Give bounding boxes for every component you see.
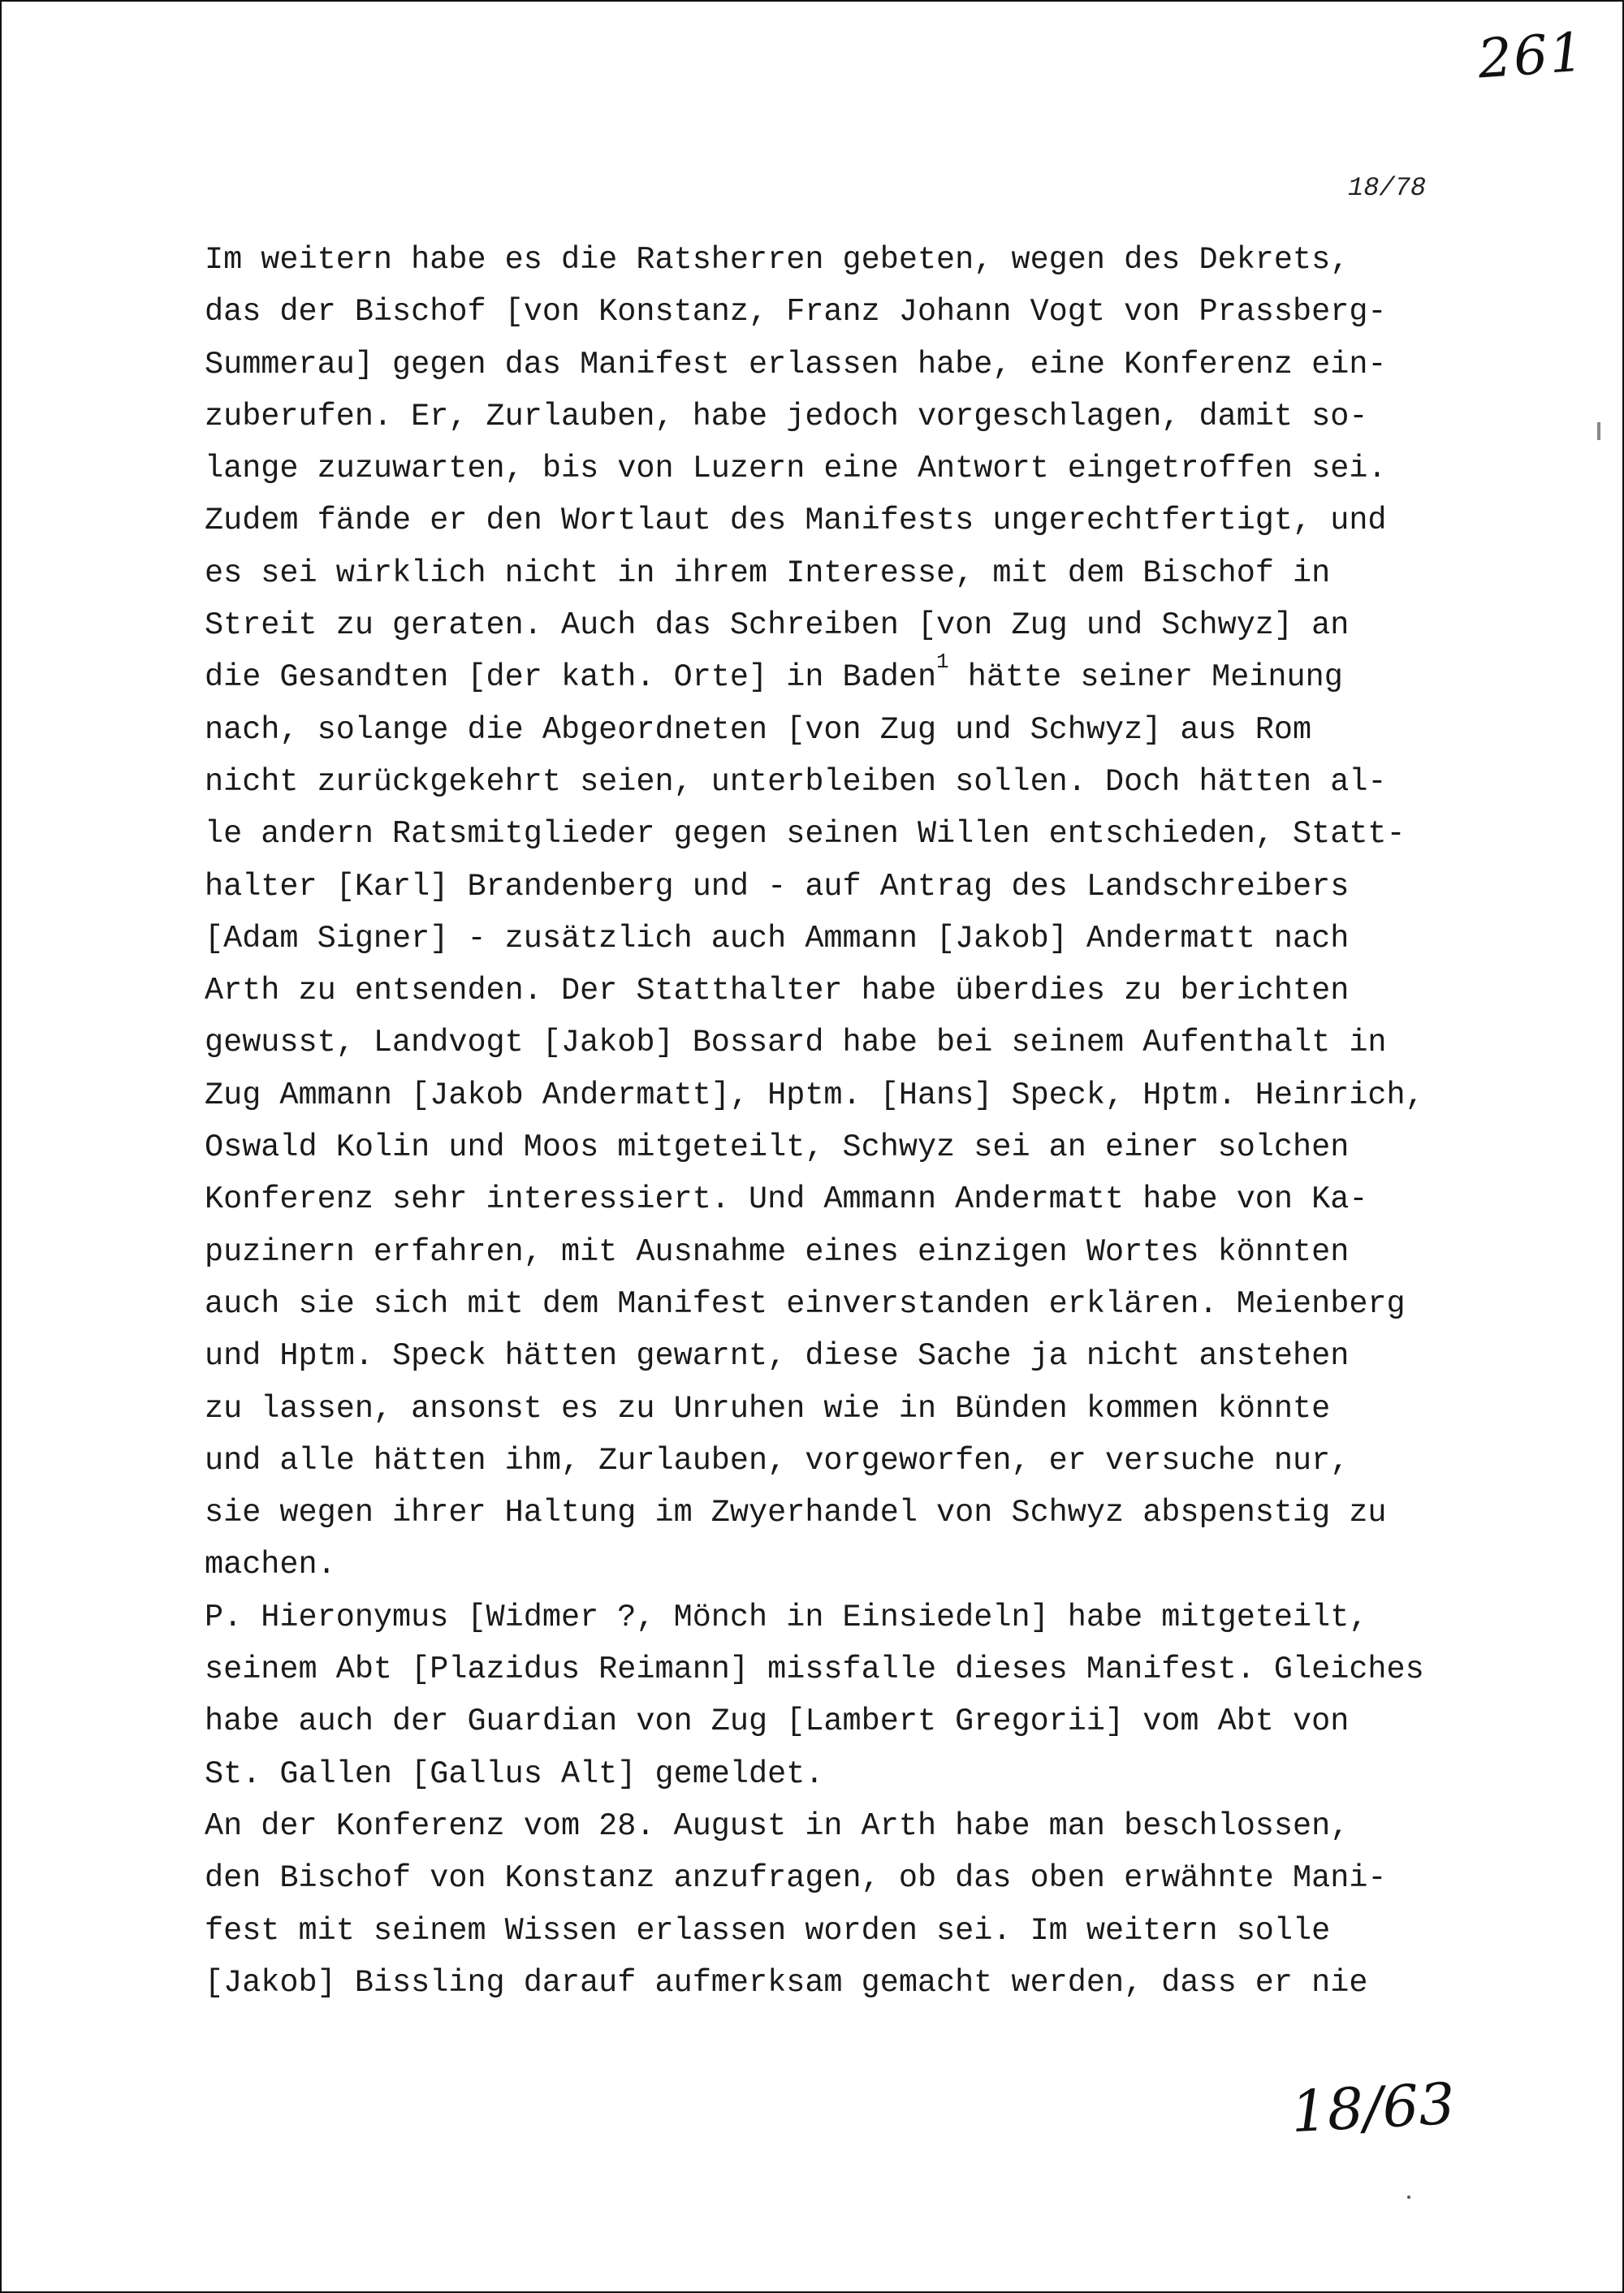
text-line: Zudem fände er den Wortlaut des Manifests ungerechtfertigt, und bbox=[205, 503, 1387, 539]
text-line: zuberufen. Er, Zurlauben, habe jedoch vorgeschlagen, damit so- bbox=[205, 398, 1368, 434]
text-line: nicht zurückgekehrt seien, unterbleiben sollen. Doch hätten al- bbox=[205, 763, 1387, 800]
footnote-marker: 1 bbox=[936, 650, 949, 675]
text-line: sie wegen ihrer Haltung im Zwyerhandel von Schwyz abspenstig zu bbox=[205, 1495, 1387, 1531]
text-line: das der Bischof [von Konstanz, Franz Johann Vogt von Prassberg- bbox=[205, 294, 1387, 330]
text-line: Konferenz sehr interessiert. Und Ammann Andermatt habe von Ka- bbox=[205, 1181, 1368, 1218]
text-line: P. Hieronymus [Widmer ?, Mönch in Einsiedeln] habe mitgeteilt, bbox=[205, 1599, 1368, 1635]
text-line: nach, solange die Abgeordneten [von Zug und Schwyz] aus Rom bbox=[205, 711, 1312, 748]
text-line: auch sie sich mit dem Manifest einverstanden erklären. Meienberg bbox=[205, 1285, 1406, 1322]
text-line: und Hptm. Speck hätten gewarnt, diese Sache ja nicht anstehen bbox=[205, 1338, 1350, 1375]
text-line: machen. bbox=[205, 1547, 336, 1583]
text-line: seinem Abt [Plazidus Reimann] missfalle dieses Manifest. Gleiches bbox=[205, 1652, 1424, 1688]
scan-mark bbox=[1407, 2196, 1410, 2199]
text-line-with-footnote bbox=[205, 651, 1553, 703]
text-line: Arth zu entsenden. Der Statthalter habe überdies zu berichten bbox=[205, 973, 1350, 1009]
document-body bbox=[205, 234, 1553, 2009]
text-line: le andern Ratsmitglieder gegen seinen Willen entschieden, Statt- bbox=[205, 816, 1406, 853]
text-line: lange zuzuwarten, bis von Luzern eine Antwort eingetroffen sei. bbox=[205, 451, 1387, 487]
text-segment: hätte seiner Meinung bbox=[948, 659, 1343, 696]
text-line: Im weitern habe es die Ratsherren gebeten, wegen des Dekrets, bbox=[205, 242, 1350, 278]
text-line: Oswald Kolin und Moos mitgeteilt, Schwyz sei an einer solchen bbox=[205, 1129, 1350, 1166]
text-line: Streit zu geraten. Auch das Schreiben [von Zug und Schwyz] an bbox=[205, 607, 1350, 644]
text-line: fest mit seinem Wissen erlassen worden sei. Im weitern solle bbox=[205, 1912, 1331, 1949]
text-line: St. Gallen [Gallus Alt] gemeldet. bbox=[205, 1755, 824, 1792]
text-line: Zug Ammann [Jakob Andermatt], Hptm. [Hans] Speck, Hptm. Heinrich, bbox=[205, 1077, 1424, 1113]
text-line: halter [Karl] Brandenberg und - auf Antrag des Landschreibers bbox=[205, 868, 1350, 905]
text-segment: die Gesandten [der kath. Orte] in Baden bbox=[205, 659, 937, 696]
text-line: den Bischof von Konstanz anzufragen, ob das oben erwähnte Mani- bbox=[205, 1860, 1387, 1897]
text-line: und alle hätten ihm, Zurlauben, vorgeworfen, er versuche nur, bbox=[205, 1442, 1350, 1479]
text-line: es sei wirklich nicht in ihrem Interesse, mit dem Bischof in bbox=[205, 555, 1331, 591]
text-line: zu lassen, ansonst es zu Unruhen wie in Bünden kommen könnte bbox=[205, 1390, 1331, 1427]
text-line: An der Konferenz vom 28. August in Arth habe man beschlossen, bbox=[205, 1807, 1350, 1844]
text-line: gewusst, Landvogt [Jakob] Bossard habe bei seinem Aufenthalt in bbox=[205, 1025, 1387, 1061]
text-line: Summerau] gegen das Manifest erlassen habe, eine Konferenz ein- bbox=[205, 346, 1387, 382]
handwritten-page-number: 261 bbox=[1475, 20, 1587, 91]
text-line: habe auch der Guardian von Zug [Lambert Gregorii] vom Abt von bbox=[205, 1704, 1350, 1740]
handwritten-bottom-note: 18/63 bbox=[1289, 2070, 1457, 2146]
page-reference: 18/78 bbox=[1348, 173, 1427, 203]
scan-mark bbox=[1597, 422, 1600, 440]
text-line: [Jakob] Bissling darauf aufmerksam gemacht werden, dass er nie bbox=[205, 1964, 1368, 2001]
text-line: [Adam Signer] - zusätzlich auch Ammann [Jakob] Andermatt nach bbox=[205, 920, 1350, 956]
text-line: puzinern erfahren, mit Ausnahme eines einzigen Wortes könnten bbox=[205, 1233, 1350, 1270]
